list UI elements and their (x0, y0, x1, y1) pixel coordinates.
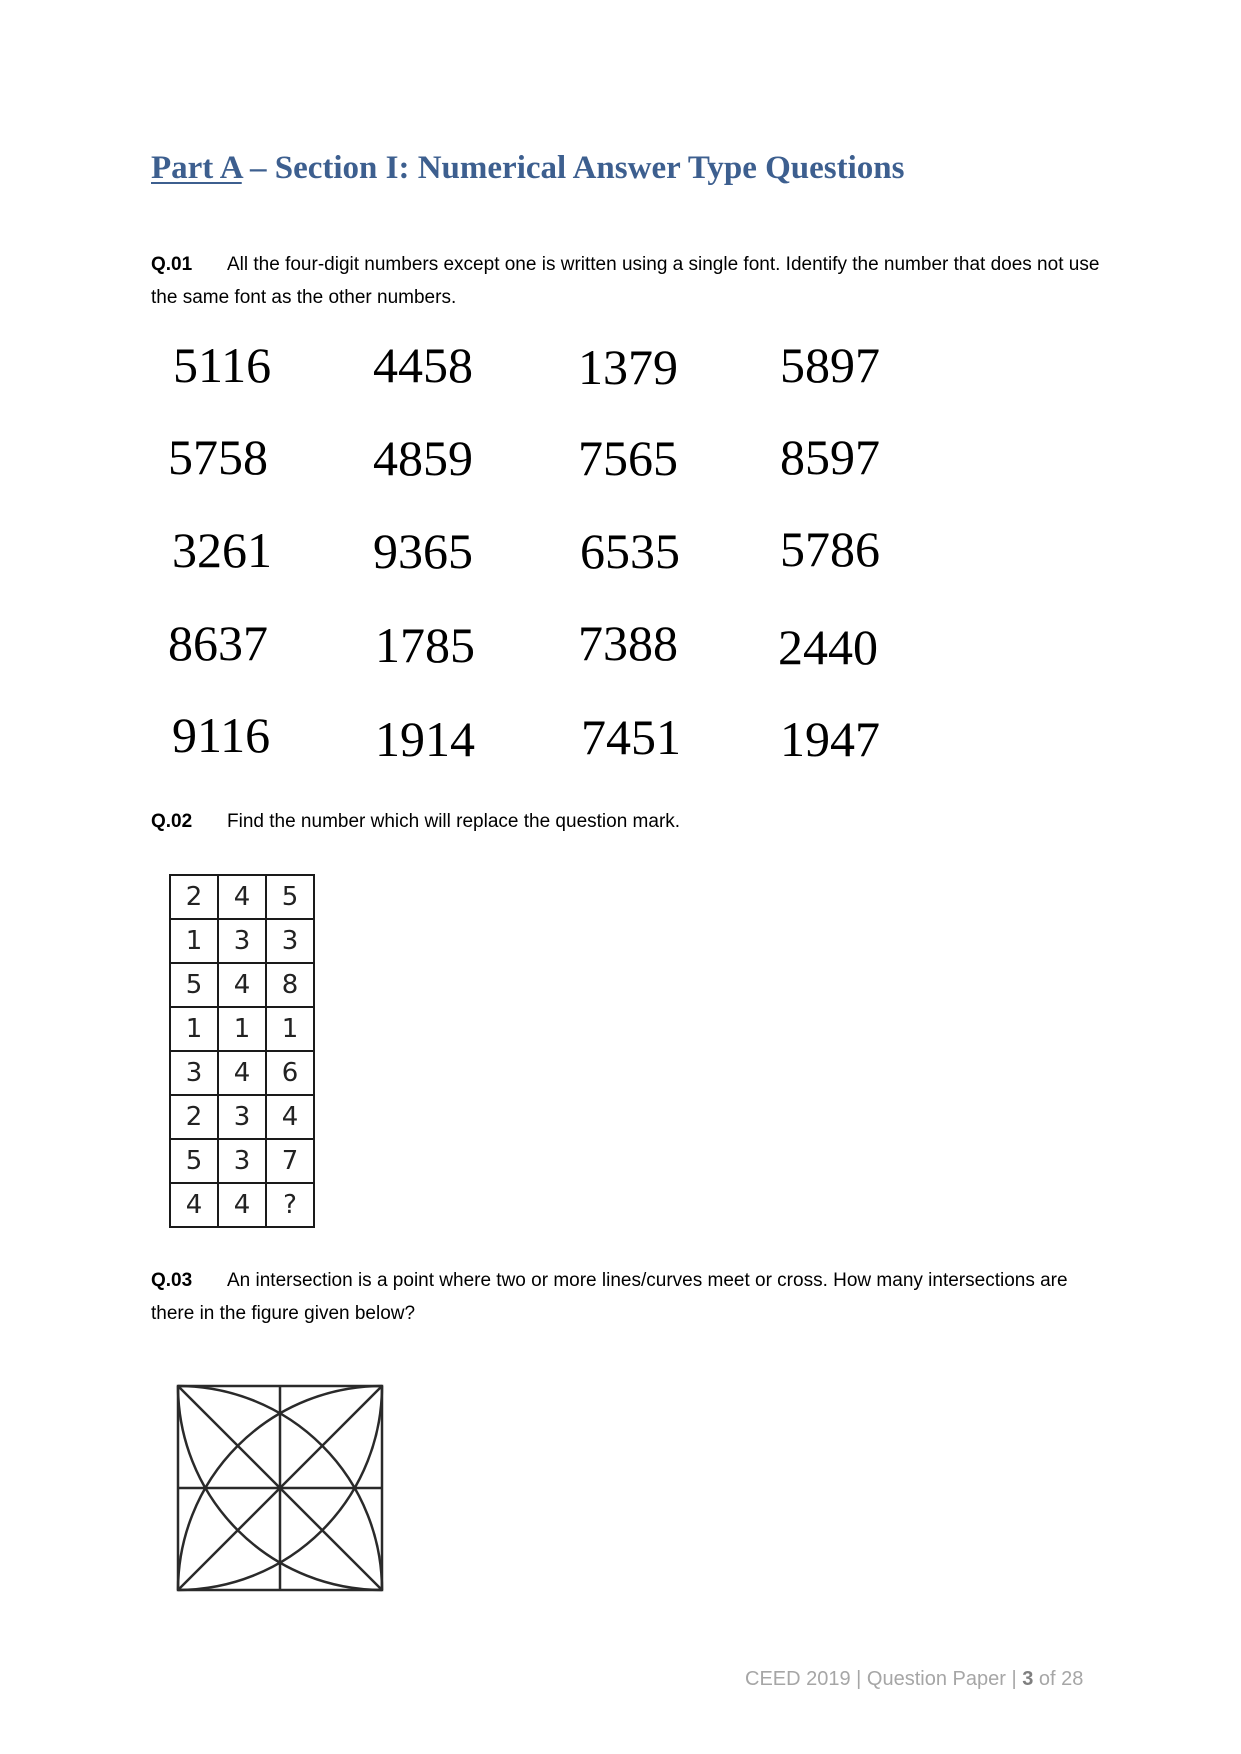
number-item: 5758 (168, 429, 268, 485)
grid-cell: 3 (218, 1139, 266, 1183)
grid-row (170, 1051, 314, 1095)
grid-cell: 1 (170, 1007, 218, 1051)
number-item: 9365 (373, 523, 473, 579)
question-02 (151, 805, 1101, 838)
question-number: Q.03 (151, 1270, 193, 1291)
number-item: 7451 (581, 709, 681, 765)
question-text: An intersection is a point where two or more lines/curves meet or cross. How many intersections are there in the figure given below? (151, 1270, 1068, 1324)
grid-cell: 4 (218, 1051, 266, 1095)
grid-cell: 4 (218, 875, 266, 919)
grid-cell: 4 (266, 1095, 314, 1139)
grid-cell: 5 (170, 963, 218, 1007)
question-01 (151, 248, 1101, 314)
grid-cell: 8 (266, 963, 314, 1007)
question-number: Q.02 (151, 811, 193, 832)
grid-row (170, 875, 314, 919)
grid-cell: 2 (170, 1095, 218, 1139)
page-footer (745, 1668, 1083, 1691)
grid-cell: 5 (170, 1139, 218, 1183)
heading-rest: – Section I: Numerical Answer Type Questions (241, 150, 905, 186)
number-item: 2440 (778, 619, 878, 675)
number-item: 9116 (172, 707, 271, 763)
number-item: 7565 (578, 430, 678, 486)
grid-cell: 1 (170, 919, 218, 963)
grid-row (170, 1007, 314, 1051)
grid-cell: 6 (266, 1051, 314, 1095)
grid-cell: 1 (218, 1007, 266, 1051)
question-text: Find the number which will replace the question mark. (227, 811, 681, 832)
number-item: 3261 (172, 522, 272, 578)
grid-row (170, 1139, 314, 1183)
grid-cell: 3 (218, 1095, 266, 1139)
number-item: 1914 (375, 711, 475, 767)
grid-cell: 5 (266, 875, 314, 919)
number-item: 4458 (373, 337, 473, 393)
section-heading (151, 150, 905, 187)
heading-part: Part A (151, 150, 242, 186)
grid-cell: 2 (170, 875, 218, 919)
number-item: 7388 (578, 615, 678, 671)
grid-cell: ? (266, 1183, 314, 1227)
grid-cell: 3 (218, 919, 266, 963)
question-text: All the four-digit numbers except one is written using a single font. Identify the number that does not use the same font as the other numbers. (151, 254, 1100, 308)
number-item: 1785 (375, 617, 475, 673)
number-item: 6535 (580, 523, 680, 579)
question-number: Q.01 (151, 254, 193, 275)
puzzle-grid (169, 874, 315, 1228)
number-item: 1947 (780, 711, 880, 767)
grid-cell: 4 (218, 963, 266, 1007)
number-item: 8637 (168, 615, 268, 671)
grid-cell: 7 (266, 1139, 314, 1183)
footer-page-number: 3 (1022, 1668, 1034, 1690)
number-item: 5786 (780, 521, 880, 577)
footer-prefix: CEED 2019 | Question Paper | (745, 1668, 1023, 1690)
number-item: 5116 (173, 337, 272, 393)
number-item: 4859 (373, 430, 473, 486)
number-item: 5897 (780, 337, 880, 393)
footer-suffix: of 28 (1033, 1668, 1084, 1690)
question-03 (151, 1264, 1101, 1330)
grid-cell: 4 (170, 1183, 218, 1227)
grid-row (170, 963, 314, 1007)
grid-row (170, 1183, 314, 1227)
grid-row (170, 919, 314, 963)
grid-row (170, 1095, 314, 1139)
grid-cell: 4 (218, 1183, 266, 1227)
number-item: 1379 (578, 339, 678, 395)
grid-cell: 3 (170, 1051, 218, 1095)
grid-cell: 3 (266, 919, 314, 963)
grid-cell: 1 (266, 1007, 314, 1051)
number-item: 8597 (780, 429, 880, 485)
intersection-figure (175, 1383, 385, 1593)
